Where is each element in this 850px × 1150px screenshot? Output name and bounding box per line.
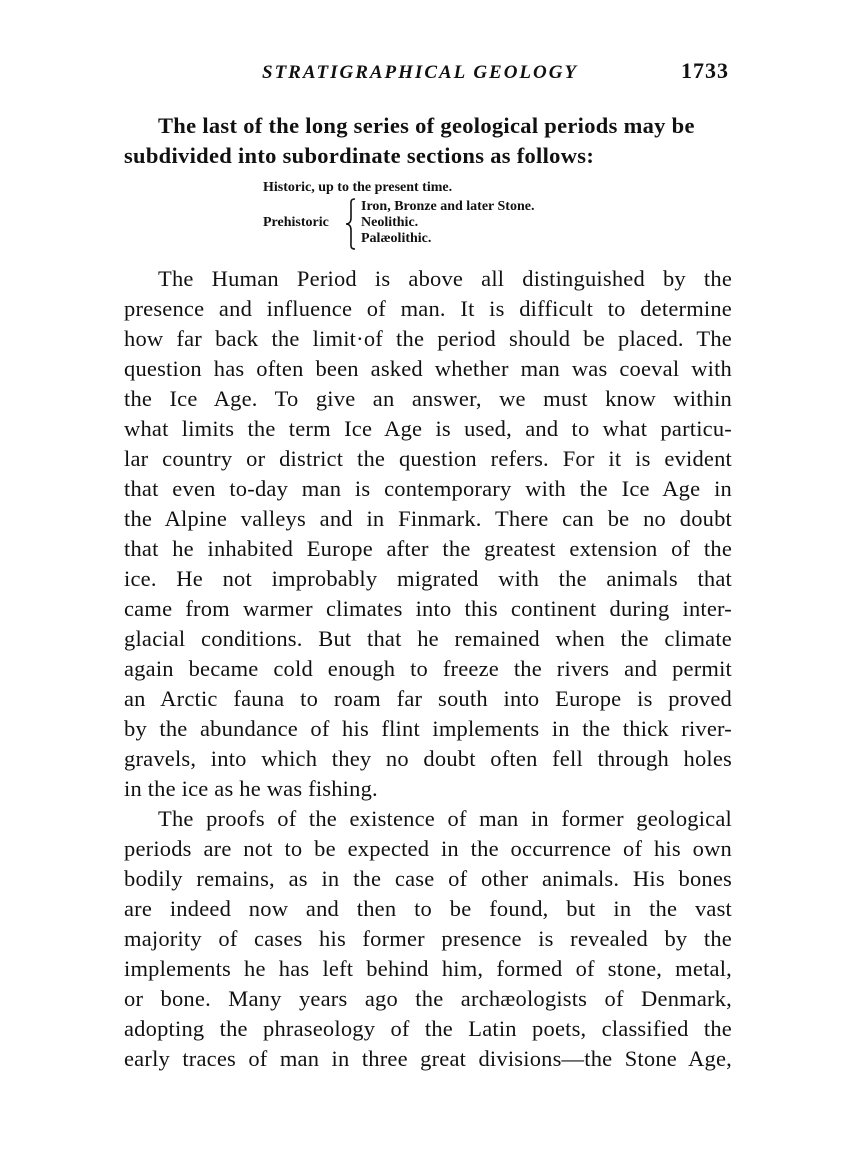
text-line: in the ice as he was fishing. <box>124 776 378 801</box>
prehistoric-item: Iron, Bronze and later Stone. <box>361 199 535 214</box>
text-line: implements he has left behind him, formed of stone, metal, <box>124 956 732 981</box>
text-line: question has often been asked whether man was coeval with <box>124 356 732 381</box>
historic-row: Historic, up to the present time. <box>263 180 453 195</box>
intro-paragraph <box>124 111 732 171</box>
text-line: ice. He not improbably migrated with the animals that <box>124 566 732 591</box>
prehistoric-items <box>361 199 534 247</box>
prehistoric-item: Palæolithic. <box>361 231 432 246</box>
text-line: The proofs of the existence of man in former geological <box>158 806 732 831</box>
body-text <box>124 264 732 1074</box>
text-line: lar country or district the question refers. For it is evident <box>124 446 732 471</box>
text-line: the Ice Age. To give an answer, we must know within <box>124 386 732 411</box>
text-line: adopting the phraseology of the Latin poets, classified the <box>124 1016 732 1041</box>
period-subdivision-table <box>263 180 535 250</box>
text-line: that he inhabited Europe after the greatest extension of the <box>124 536 732 561</box>
prehistoric-group <box>263 198 535 250</box>
text-line: early traces of man in three great divisions—the Stone Age, <box>124 1046 732 1071</box>
text-line: periods are not to be expected in the occurrence of his own <box>124 836 732 861</box>
text-line: glacial conditions. But that he remained when the climate <box>124 626 732 651</box>
text-line: presence and influence of man. It is difficult to determine <box>124 296 732 321</box>
text-line: gravels, into which they no doubt often fell through holes <box>124 746 732 771</box>
text-line: are indeed now and then to be found, but in the vast <box>124 896 732 921</box>
curly-brace-icon <box>345 198 357 250</box>
text-line: bodily remains, as in the case of other animals. His bones <box>124 866 732 891</box>
prehistoric-item: Neolithic. <box>361 215 419 230</box>
prehistoric-label: Prehistoric <box>263 215 329 230</box>
text-line: majority of cases his former presence is revealed by the <box>124 926 732 951</box>
text-line: that even to-day man is contemporary with the Ice Age in <box>124 476 732 501</box>
text-line: an Arctic fauna to roam far south into Europe is proved <box>124 686 732 711</box>
running-head-title: STRATIGRAPHICAL GEOLOGY <box>262 62 579 83</box>
paragraph-human-period <box>124 264 732 804</box>
text-line: by the abundance of his flint implements in the thick river- <box>124 716 732 741</box>
intro-line: subdivided into subordinate sections as follows: <box>124 143 595 168</box>
text-line: how far back the limit·of the period should be placed. The <box>124 326 732 351</box>
text-line: came from warmer climates into this continent during inter- <box>124 596 732 621</box>
text-line: the Alpine valleys and in Finmark. There can be no doubt <box>124 506 732 531</box>
text-line: or bone. Many years ago the archæologists of Denmark, <box>124 986 732 1011</box>
text-line: what limits the term Ice Age is used, and to what particu- <box>124 416 732 441</box>
text-line: again became cold enough to freeze the rivers and permit <box>124 656 732 681</box>
text-line: The Human Period is above all distinguished by the <box>158 266 732 291</box>
intro-line: The last of the long series of geological periods may be <box>158 113 695 138</box>
paragraph-proofs-of-man <box>124 804 732 1074</box>
page-number: 1733 <box>681 58 729 83</box>
